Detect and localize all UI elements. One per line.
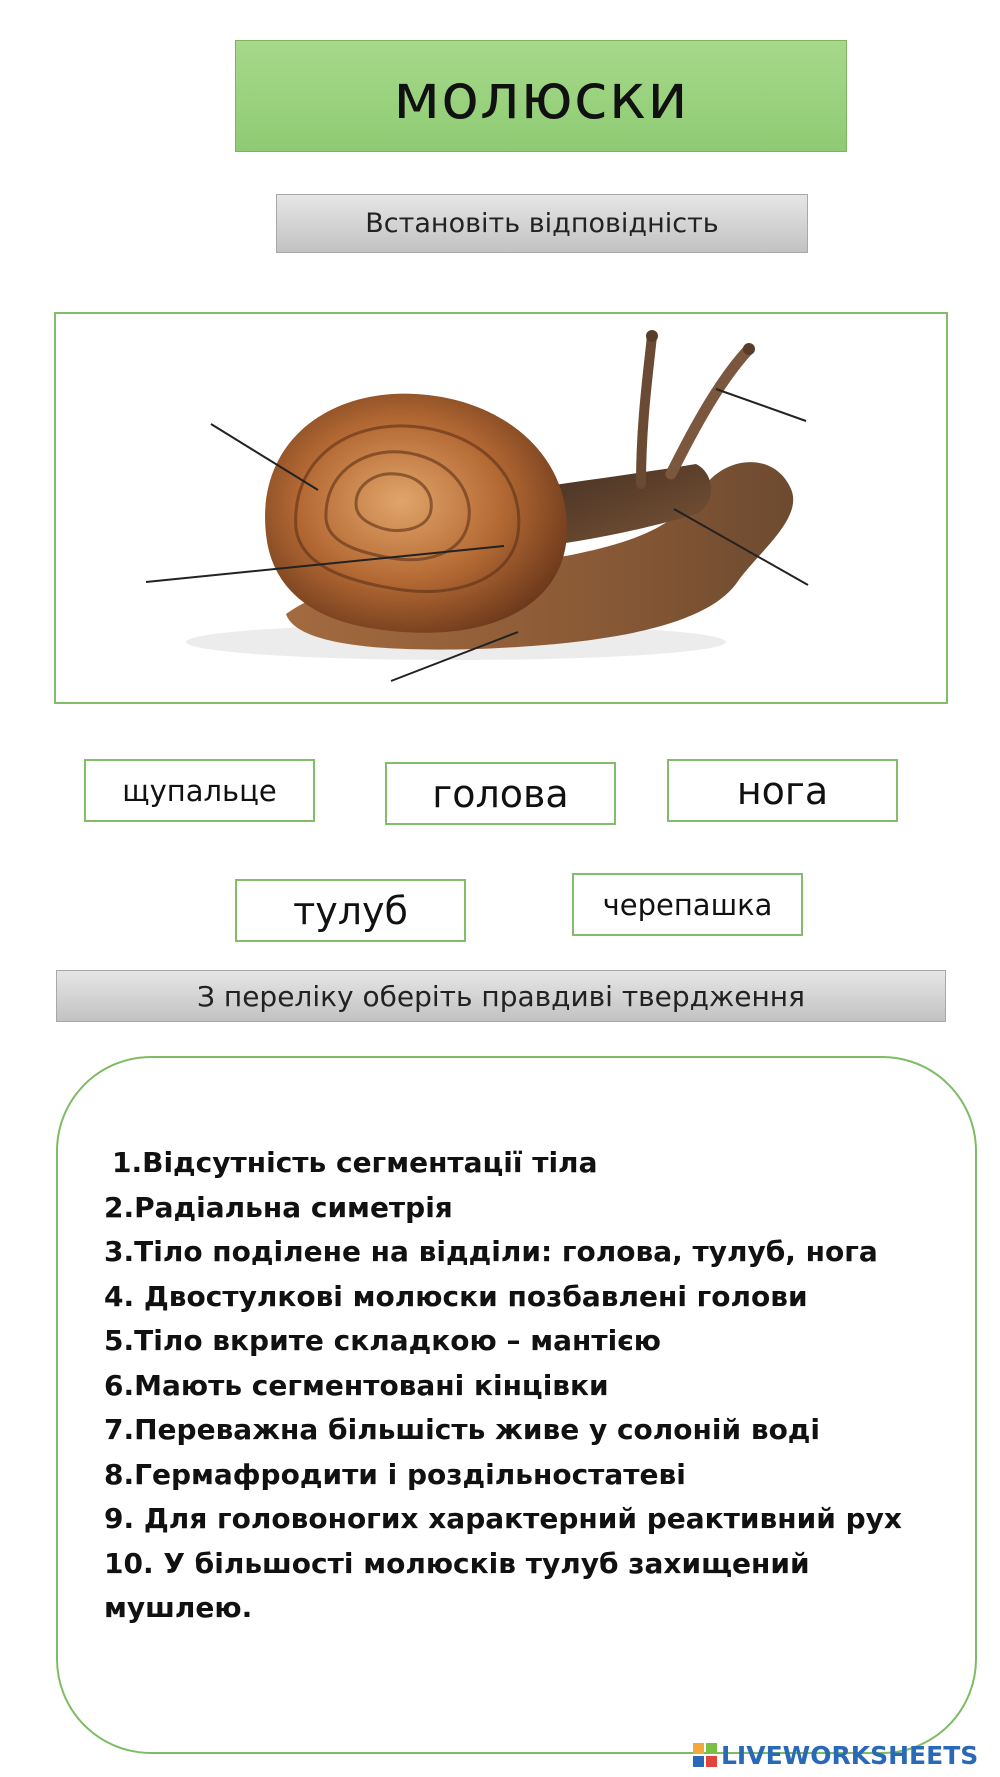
label-card-head[interactable]: голова	[385, 762, 616, 825]
instruction-true-statements: З переліку оберіть правдиві твердження	[56, 970, 946, 1022]
tentacle-left	[641, 336, 652, 484]
statements-panel	[56, 1056, 977, 1754]
statement-item[interactable]: 10. У більшості молюсків тулуб захищений	[104, 1546, 810, 1580]
instruction-match: Встановіть відповідність	[276, 194, 808, 253]
statement-item[interactable]: 8.Гермафродити і роздільностатеві	[104, 1457, 686, 1491]
liveworksheets-logo-icon	[693, 1743, 717, 1767]
statement-item[interactable]: 1.Відсутність сегментації тіла	[112, 1146, 598, 1179]
statement-item[interactable]: 3.Тіло поділене на відділи: голова, тулуб, нога	[104, 1235, 878, 1268]
pointer-line	[716, 389, 806, 421]
snail-image	[56, 314, 946, 702]
brand-name: LIVEWORKSHEETS	[721, 1740, 979, 1770]
statement-item[interactable]: 7.Переважна більшість живе у солоній воді	[104, 1413, 821, 1446]
title-banner	[235, 40, 847, 152]
statement-list	[104, 1141, 934, 1631]
label-card-shell[interactable]: черепашка	[572, 873, 803, 936]
statement-item[interactable]: 2.Радіальна симетрія	[104, 1190, 453, 1224]
page-title: молюски	[393, 59, 689, 133]
label-card-body[interactable]: тулуб	[235, 879, 466, 942]
snail-image-frame	[54, 312, 948, 704]
liveworksheets-brand	[693, 1740, 978, 1770]
statement-item[interactable]: 9. Для головоногих характерний реактивний рух	[104, 1502, 902, 1535]
statement-item[interactable]: 4. Двостулкові молюски позбавлені голови	[104, 1279, 808, 1313]
label-card-foot[interactable]: нога	[667, 759, 898, 822]
statement-item-continuation: мушлею.	[104, 1591, 253, 1624]
statement-item[interactable]: 6.Мають сегментовані кінцівки	[104, 1368, 609, 1402]
label-card-tentacle[interactable]: щупальце	[84, 759, 315, 822]
statement-item[interactable]: 5.Тіло вкрите складкою – мантією	[104, 1324, 662, 1357]
tentacle-right	[671, 349, 749, 474]
snail-shell	[265, 394, 567, 633]
